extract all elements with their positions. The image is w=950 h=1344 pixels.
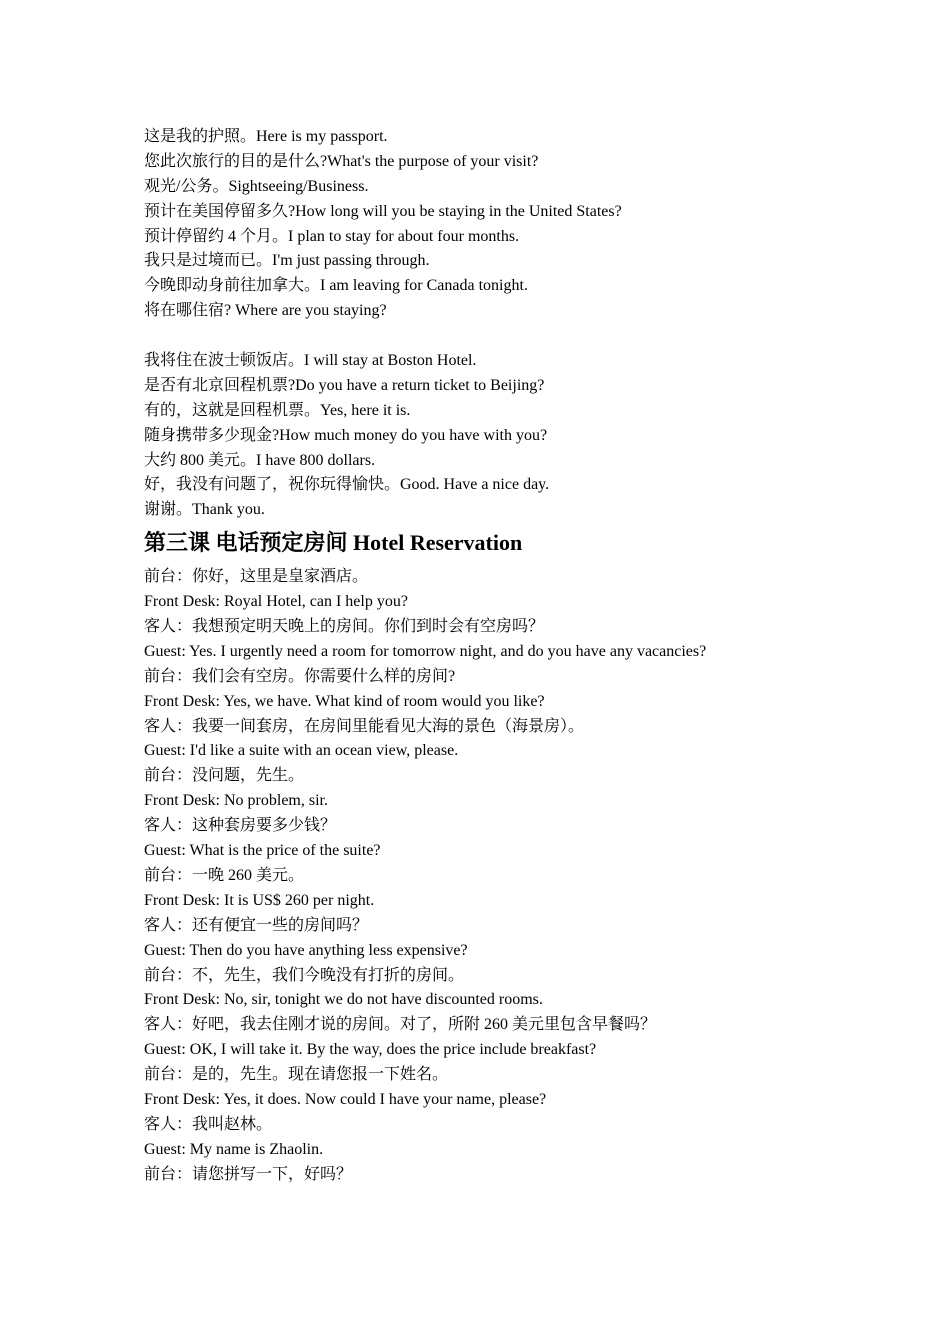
dialogue-line: 前台：是的，先生。现在请您报一下姓名。	[144, 1066, 449, 1084]
dialogue-line: Guest: OK, I will take it. By the way, does the price include breakfast?	[144, 1041, 597, 1059]
dialogue-line: 客人：我叫赵林。	[144, 1115, 273, 1133]
dialogue-line: 客人：好吧，我去住刚才说的房间。对了，所附 260 美元里包含早餐吗？	[144, 1016, 657, 1034]
text-line: 我将住在波士顿饭店。I will stay at Boston Hotel.	[144, 352, 477, 370]
text-line: 预计在美国停留多久?How long will you be staying in the United States?	[144, 202, 622, 220]
dialogue-line: 客人：我要一间套房，在房间里能看见大海的景色（海景房）。	[144, 717, 585, 735]
dialogue-line: Front Desk: Yes, it does. Now could I have your name, please?	[144, 1090, 547, 1108]
dialogue-line: Front Desk: Royal Hotel, can I help you?	[144, 593, 408, 611]
dialogue-line: 前台：没问题，先生。	[144, 767, 305, 785]
text-line: 谢谢。Thank you.	[144, 501, 265, 519]
text-line: 我只是过境而已。I'm just passing through.	[144, 252, 430, 270]
text-line: 随身携带多少现金?How much money do you have with you?	[144, 426, 548, 444]
dialogue-line: Guest: Yes. I urgently need a room for tomorrow night, and do you have any vacancies?	[144, 642, 707, 660]
dialogue-line: 客人：这种套房要多少钱？	[144, 817, 337, 835]
text-line: 这是我的护照。Here is my passport.	[144, 128, 388, 145]
lesson-heading: 第三课 电话预定房间 Hotel Reservation	[144, 530, 523, 556]
text-line: 今晚即动身前往加拿大。I am leaving for Canada tonight.	[144, 277, 528, 295]
dialogue-line: Front Desk: It is US$ 260 per night.	[144, 891, 375, 909]
dialogue-line: 客人：还有便宜一些的房间吗？	[144, 916, 369, 934]
document-page	[144, 125, 844, 1188]
dialogue-line: Front Desk: No, sir, tonight we do not have discounted rooms.	[144, 991, 543, 1009]
dialogue-line: Guest: My name is Zhaolin.	[144, 1140, 324, 1158]
dialogue-line: 前台：你好，这里是皇家酒店。	[144, 568, 369, 586]
dialogue-line: 前台：一晚 260 美元。	[144, 866, 305, 884]
blank-line	[144, 324, 844, 349]
dialogue-line: 前台：请您拼写一下，好吗？	[144, 1165, 353, 1183]
dialogue-line: Front Desk: No problem, sir.	[144, 792, 328, 810]
text-line: 是否有北京回程机票?Do you have a return ticket to Beijing?	[144, 376, 545, 394]
text-line: 好，我没有问题了，祝你玩得愉快。Good. Have a nice day.	[144, 476, 550, 494]
dialogue-line: Front Desk: Yes, we have. What kind of room would you like?	[144, 692, 545, 710]
text-line: 将在哪住宿? Where are you staying?	[144, 302, 387, 320]
dialogue-line: 前台：不，先生，我们今晚没有打折的房间。	[144, 966, 465, 984]
dialogue-line: Guest: Then do you have anything less expensive?	[144, 941, 468, 959]
section-customs-dialogue	[144, 125, 844, 324]
dialogue-line: Guest: What is the price of the suite?	[144, 842, 381, 860]
dialogue-line: 客人：我想预定明天晚上的房间。你们到时会有空房吗？	[144, 618, 545, 636]
section-customs-dialogue-continued	[144, 349, 844, 523]
text-line: 观光/公务。Sightseeing/Business.	[144, 177, 369, 195]
section-hotel-reservation-dialogue	[144, 565, 844, 1187]
text-line: 有的，这就是回程机票。Yes, here it is.	[144, 401, 411, 419]
dialogue-line: 前台：我们会有空房。你需要什么样的房间?	[144, 667, 456, 685]
dialogue-line: Guest: I'd like a suite with an ocean view, please.	[144, 742, 459, 760]
text-line: 预计停留约 4 个月。I plan to stay for about four months.	[144, 227, 520, 245]
text-line: 您此次旅行的目的是什么?What's the purpose of your visit?	[144, 152, 539, 170]
text-line: 大约 800 美元。I have 800 dollars.	[144, 451, 376, 469]
